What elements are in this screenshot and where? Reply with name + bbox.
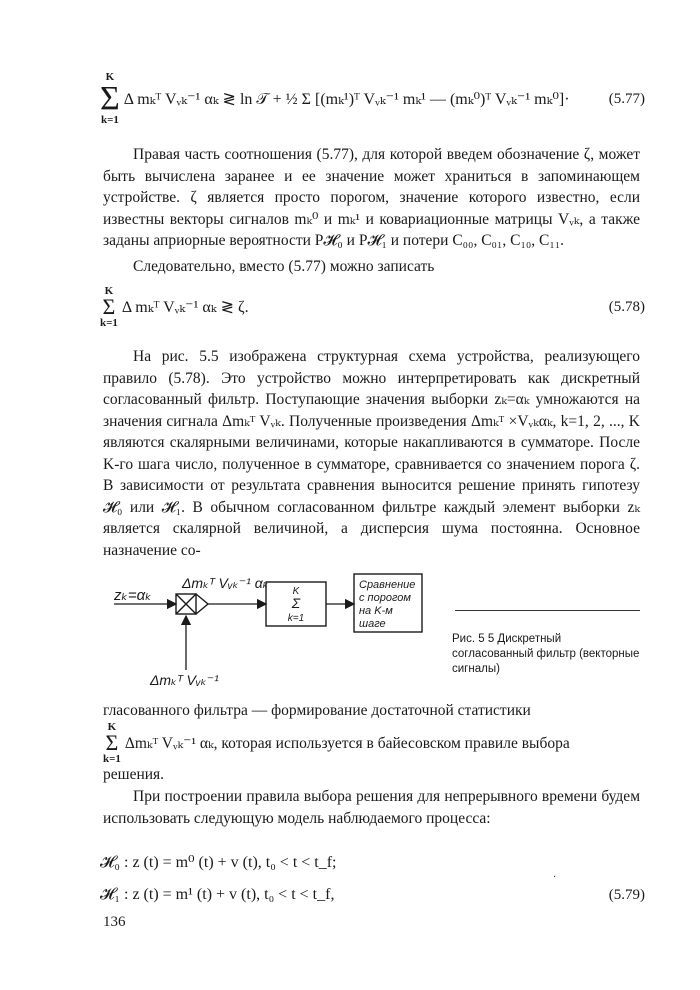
paragraph-threshold: Правая часть соотношения (5.77), для которой введем обозначение ζ, может быть вычислена заранее и ее значение может храниться в запоминающем устройстве. ζ является просто порогом, значение которого известно, если известны векторы сигналов mₖ⁰ и mₖ¹ и ковариационные матрицы Vᵥₖ, а также заданы априорные вероятности P𝓗₀ и P𝓗₁ и потери C₀₀, C₀₁, C₁₀, C₁₁. bbox=[103, 146, 640, 249]
equation-5-78 bbox=[100, 286, 645, 329]
svg-text:на K-м: на K-м bbox=[359, 605, 393, 617]
equation-body: Δ mₖᵀ Vᵥₖ⁻¹ αₖ ≷ ζ. bbox=[121, 299, 249, 317]
figure-caption: Рис. 5 5 Дискретный согласованный фильтр (векторные сигналы) bbox=[452, 633, 640, 675]
caption-rule bbox=[455, 610, 640, 611]
equation-5-77 bbox=[100, 72, 645, 126]
multiplier-block bbox=[176, 594, 208, 614]
paragraph-figure-description: На рис. 5.5 изображена структурная схема устройства, реализующего правило (5.78). Это устройство можно интерпретировать как дискретный согласованный фильтр. Поступающие значения выборки zₖ=αₖ умножаются на значения сигнала Δmₖᵀ Vᵥₖ. Полученные произведения Δmₖᵀ ×Vᵥₖαₖ, k=1, 2, ..., K являются скалярными величинами, которые накапливаются в сумматоре. После K-го шага число, полученное в сумматоре, сравнивается со значением порога ζ. В зависимости от результата сравнения выносится решение принять гипотезу 𝓗₀ или 𝓗₁. В обычном согласованном фильтре каждый элемент выборки zₖ является скалярной величиной, а дисперсия шума постоянна. Основное назначение со- bbox=[103, 348, 640, 559]
paragraph-statistic: гласованного фильтра — формирование достаточной статистики bbox=[103, 702, 531, 719]
summation-sign: K Σ k=1 bbox=[100, 71, 120, 127]
input-label: zₖ=αₖ bbox=[114, 587, 152, 604]
paragraph-therefore: Следовательно, вместо (5.77) можно записать bbox=[133, 258, 435, 275]
paragraph-continuous-model: При построении правила выбора решения для непрерывного времени будем использовать следующую модель наблюдаемого процесса: bbox=[103, 788, 640, 827]
paragraph-decision-end: решения. bbox=[103, 766, 165, 783]
statistic-line: K Σ k=1 Δmₖᵀ Vᵥₖ⁻¹ αₖ, которая используется в байесовском правиле выбора bbox=[103, 721, 570, 765]
equation-number: (5.79) bbox=[608, 886, 645, 903]
signal-label: Δmₖᵀ Vᵥₖ⁻¹ bbox=[150, 672, 219, 688]
page-number: 136 bbox=[103, 914, 126, 930]
product-label: Δmₖᵀ Vᵥₖ⁻¹ αₖ bbox=[182, 575, 269, 591]
svg-text:с порогом: с порогом bbox=[359, 592, 411, 604]
summation-sign: K Σ k=1 bbox=[100, 285, 118, 329]
matched-filter-diagram bbox=[110, 570, 455, 700]
stray-mark: · bbox=[553, 872, 557, 883]
equation-number: (5.78) bbox=[608, 298, 645, 315]
svg-text:K: K bbox=[292, 586, 300, 597]
svg-text:Сравнение: Сравнение bbox=[359, 579, 416, 591]
equation-5-79-h1: 𝓗₁ : z (t) = m¹ (t) + v (t), t₀ < t < t_f, (5.79) bbox=[100, 886, 645, 903]
svg-text:Σ: Σ bbox=[291, 595, 301, 611]
equation-number: (5.77) bbox=[608, 90, 645, 107]
equation-5-79-h0: 𝓗₀ : z (t) = m⁰ (t) + v (t), t₀ < t < t_f; bbox=[100, 854, 337, 871]
summation-sign: K Σ k=1 bbox=[103, 721, 121, 765]
svg-text:k=1: k=1 bbox=[287, 613, 305, 624]
svg-text:шаге: шаге bbox=[359, 618, 386, 630]
equation-body: Δ mₖᵀ Vᵥₖ⁻¹ αₖ ≷ ln 𝒯 + ½ Σ [(mₖ¹)ᵀ Vᵥₖ⁻¹ mₖ¹ — (mₖ⁰)ᵀ Vᵥₖ⁻¹ mₖ⁰]· bbox=[123, 91, 570, 109]
